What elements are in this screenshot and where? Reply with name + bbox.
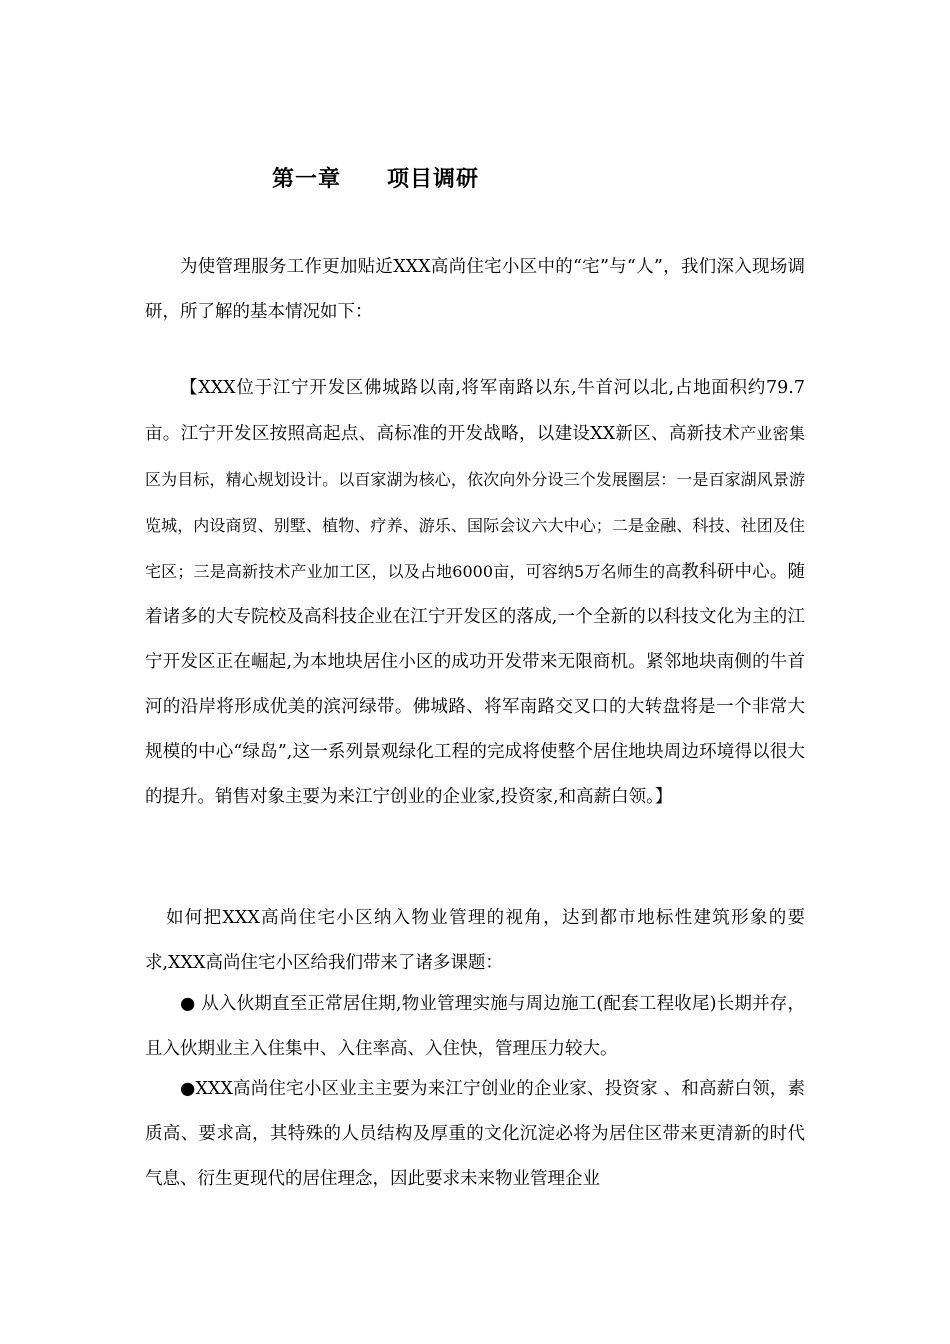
project-overview-paragraph [145, 366, 805, 820]
overview-part-1: 【XXX位于江宁开发区佛城路以南,将军南路以东,牛首河以北,占地面积约79.7亩。江宁开发区按照高起点、高标准的开发战略，以建设XX新区、高新技术 [145, 378, 805, 444]
overview-part-3: 教科研中心。随着诸多的大专院校及高科技企业在江宁开发区的落成,一个全新的以科技文化为主的江宁开发区正在崛起,为本地块居住小区的成功开发带来无限商机。紧邻地块南侧的牛首河的沿岸将形成优美的滨河绿带。佛城路、将军南路交叉口的大转盘将是一个非常大规模的中心“绿岛”,这一系列景观绿化工程的完成将使整个居住地块周边环境得以很大的提升。销售对象主要为来江宁创业的企业家,投资家,和高薪白领。】 [145, 562, 805, 807]
chapter-title: 第一章 项目调研 [272, 167, 480, 192]
bullet-item: ●XXX高尚住宅小区业主主要为来江宁创业的企业家、投资家 、和高薪白领，素质高、要求高，其特殊的人员结构及厚重的文化沉淀必将为居住区带来更清新的时代气息、衍生更现代的居住理念，因此要求未来物业管理企业 [145, 1079, 805, 1189]
issues-intro-paragraph: 如何把XXX高尚住宅小区纳入物业管理的视角，达到都市地标性建筑形象的要求,XXX高尚住宅小区给我们带来了诸多课题： [145, 908, 805, 973]
intro-paragraph: 为使管理服务工作更加贴近XXX高尚住宅小区中的“宅”与“人”，我们深入现场调研，所了解的基本情况如下： [145, 257, 805, 322]
bullet-item: ● 从入伙期直至正常居住期,物业管理实施与周边施工(配套工程收尾)长期并存，且入伙期业主入住集中、入住率高、入住快，管理压力较大。 [145, 994, 805, 1059]
overview-part-2: 产业密集区为目标，精心规划设计。以百家湖为核心，依次向外分设三个发展圈层：一是百家湖风景游览城，内设商贸、别墅、植物、疗养、游乐、国际会议六大中心；二是金融、科技、社团及住宅区；三是高新技术产业加工区，以及占地6000亩，可容纳5万名师生的高 [145, 424, 805, 581]
